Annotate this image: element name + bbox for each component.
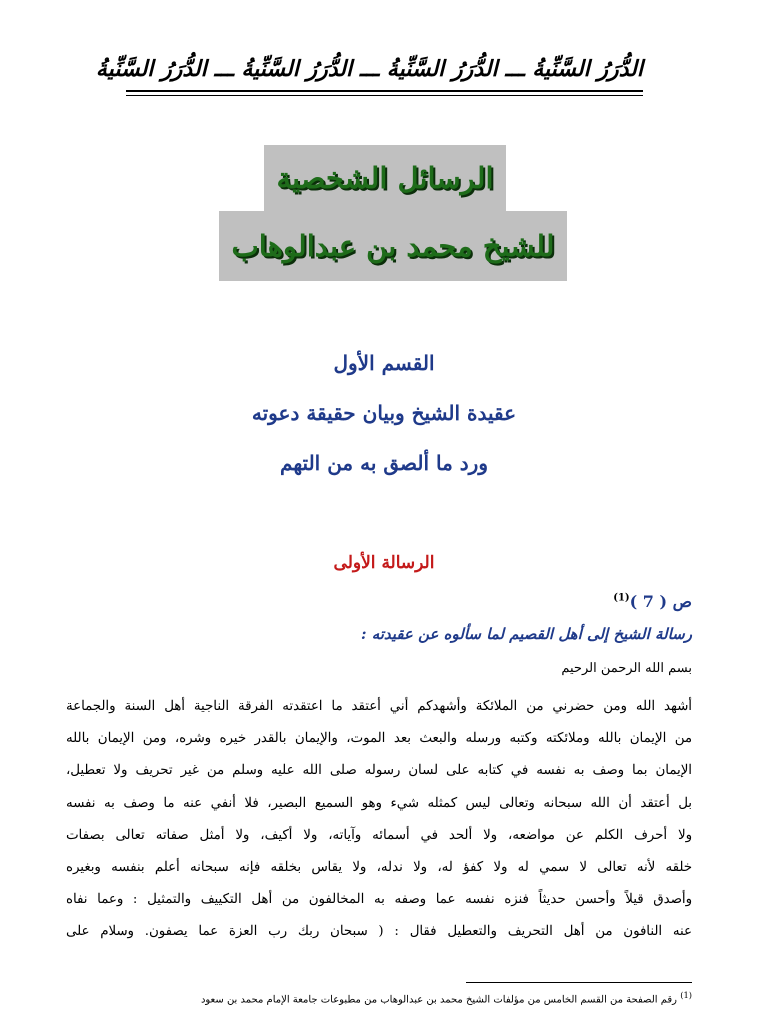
- section-subtitle-2: ورد ما ألصق به من التهم: [280, 451, 488, 475]
- body-line: عنه النافون من أهل التحريف والتعطيل فقال : ( سبحان ربك رب العزة عما يصفون. وسلام على: [66, 924, 692, 940]
- basmala: بسم الله الرحمن الرحيم: [561, 661, 692, 676]
- body-line: أشهد الله ومن حضرني من الملائكة وأشهدكم أني أعتقد ما اعتقدته الفرقة الناجية أهل السنة والجماعة: [66, 699, 692, 714]
- book-title-line2: للشيخ محمد بن عبدالوهاب: [219, 211, 567, 281]
- series-header: الدُّرَرُ السَّنِّيةُ ـــ الدُّرَرُ السَّنِّيةُ ـــ الدُّرَرُ السَّنِّيةُ ـــ الدُّرَرُ السَّنِّيةُ: [95, 56, 643, 82]
- footnote: [201, 990, 692, 1005]
- letter-title: الرسالة الأولى: [333, 553, 435, 573]
- body-line: من الإيمان بالله وملائكته وكتبه ورسله والبعث بعد الموت، والإيمان بالقدر خيره وشره، ومن الإيمان بالله: [66, 731, 692, 747]
- page-reference-text: ص ( 7 ): [629, 592, 692, 611]
- letter-subject: رسالة الشيخ إلى أهل القصيم لما سألوه عن عقيدته :: [360, 625, 692, 643]
- body-line: الإيمان بما وصف به نفسه في كتابه على لسان رسوله صلى الله عليه وسلم من غير تحريف ولا تعطيل،: [66, 763, 692, 779]
- header-rule: [126, 90, 643, 92]
- header-rule-thin: [126, 95, 643, 96]
- letter-body: [66, 691, 692, 949]
- body-line: وأصدق قيلاً وأحسن حديثاً فنزه نفسه عما وصفه به المخالفون من أهل التكييف والتمثيل : وعما نفاه: [66, 892, 692, 908]
- body-line: خلقه لأنه تعالى لا سمي له ولا كفؤ له، ولا ندله، ولا يقاس بخلقه فإنه سبحانه أعلم بنفسه وبغيره: [66, 859, 692, 875]
- footnote-marker: (1): [613, 592, 630, 604]
- body-line: ولا أحرف الكلم عن مواضعه، ولا ألحد في أسمائه وآياته، ولا أكيف، ولا أمثل صفاته تعالى بصفات: [66, 827, 692, 843]
- section-subtitle-1: عقيدة الشيخ وبيان حقيقة دعوته: [251, 401, 517, 425]
- footnote-text: رقم الصفحة من القسم الخامس من مؤلفات الشيخ محمد بن عبدالوهاب من مطبوعات جامعة الإمام محمد بن سعود: [200, 994, 677, 1006]
- body-line: بل أعتقد أن الله سبحانه وتعالى ليس كمثله شيء وهو السميع البصير، فلا أنفي عنه ما وصف به نفسه: [66, 795, 692, 811]
- footnote-number: (1): [680, 990, 692, 1000]
- section-title: القسم الأول: [333, 351, 435, 375]
- page-reference: [613, 592, 692, 611]
- footnote-rule: [466, 982, 692, 983]
- book-title-line1: الرسائل الشخصية: [264, 145, 506, 211]
